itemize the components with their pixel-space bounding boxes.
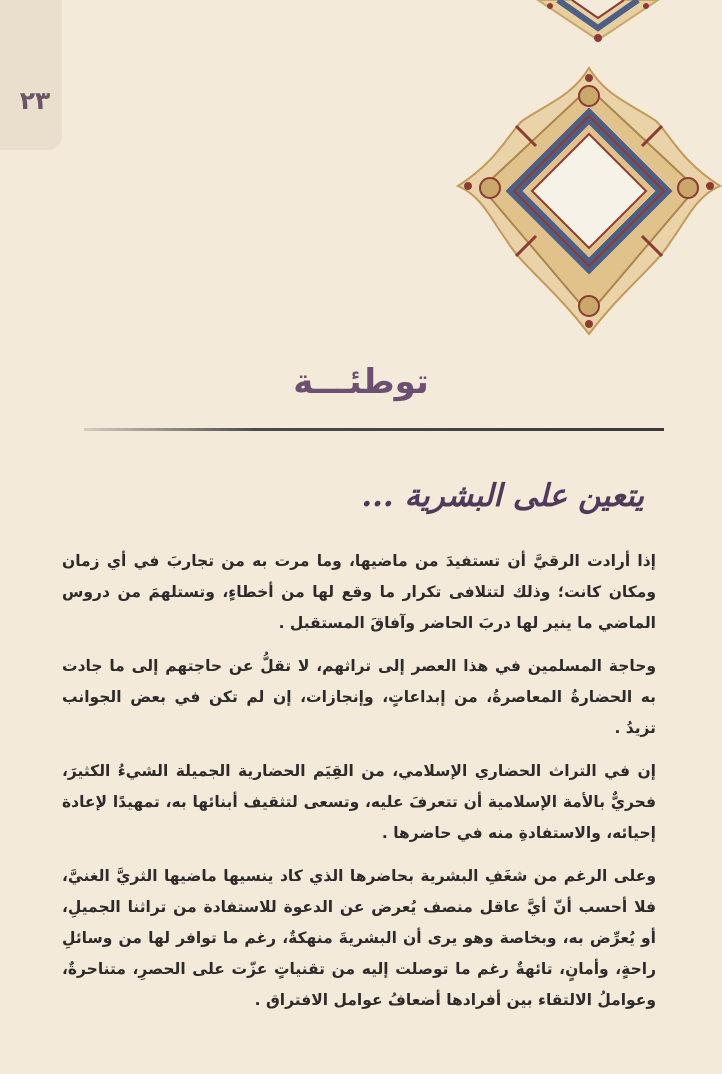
- paragraph-3: إن في التراث الحضاري الإسلامي، من القِيَم الحضارية الجميلة الشيءُ الكثيرَ، فحريٌّ بالأمة الإسلامية أن تتعرفَ عليه، وتسعى لتثقيف أبنائها به، تمهيدًا لإعادة إحيائه، والاستفادةِ منه في حاضرها .: [62, 762, 656, 842]
- page-tab: [0, 0, 62, 150]
- body-text: [62, 546, 656, 1028]
- arabesque-ornament-top-icon: [528, 0, 668, 44]
- title-divider: [84, 428, 664, 431]
- section-heading: يتعين على البشرية ...: [361, 478, 644, 514]
- arabesque-ornament-main-icon: [456, 66, 722, 336]
- paragraph-1: إذا أرادت الرقيَّ أن تستفيدَ من ماضيها، وما مرت به من تجاربَ في أي زمان ومكان كانت؛ وذلك لتتلافى تكرار ما وقع لها من أخطاءٍ، وتستلهمَ من دروس الماضي ما ينير لها دربَ الحاضر وآفاقَ المستقبل .: [62, 552, 656, 632]
- paragraph-4: وعلى الرغم من شغَفِ البشرية بحاضرها الذي كاد ينسيها ماضيها الثريَّ الغنيَّ، فلا أحسب أنّ أيَّ عاقل منصف يُعرض عن الدعوة للاستفادة من تراثنا الجميلِ، أو يُعرِّض به، وبخاصة وهو يرى أن البشريةَ منهكةٌ، رغم ما توافر لها من وسائلِ راحةٍ، وأمانٍ، تائهةٌ رغم ما توصلت إليه من تقنياتٍ عزّت على الحصرِ، متناحرةٌ، وعواملُ الالتقاء بين أفرادها أضعافُ عوامل الافتراق .: [62, 867, 656, 1009]
- paragraph-2: وحاجة المسلمين في هذا العصر إلى تراثهم، لا تقلُّ عن حاجتهم إلى ما جادت به الحضارةُ المعاصرةُ، من إبداعاتٍ، وإنجازات، إن لم تكن في بعض الجوانب تزيدُ .: [62, 657, 656, 737]
- section-title: توطئـــة: [293, 362, 429, 402]
- page-number: ٢٣: [19, 86, 51, 115]
